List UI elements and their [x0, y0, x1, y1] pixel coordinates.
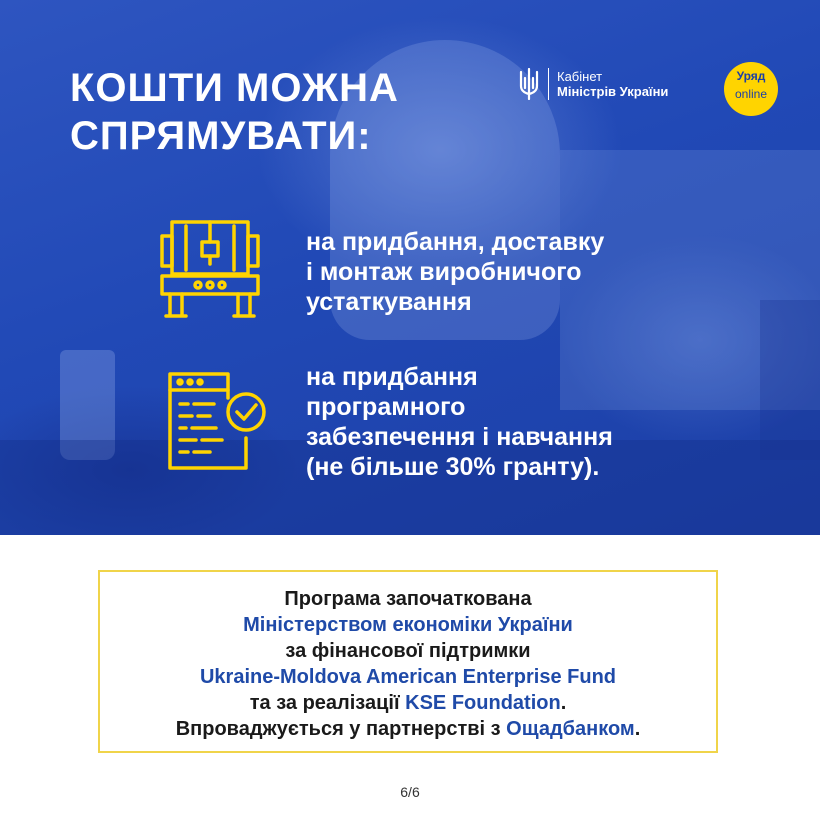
page-title: [70, 64, 399, 160]
item-equipment-line-1: на придбання, доставку: [306, 228, 605, 256]
uryad-badge-subtitle: online: [734, 87, 768, 101]
info-ministry-name: Міністерством економіки України: [243, 614, 573, 636]
cabinet-logo-line-1: Кабінет: [557, 69, 603, 84]
info-line-6-prefix: Впроваджується у партнерстві з: [175, 718, 507, 740]
uryad-badge-title: Уряд: [736, 69, 766, 83]
cabinet-of-ministers-logo: [518, 66, 668, 102]
program-info-text: [100, 586, 716, 742]
background-shelf: [760, 300, 820, 460]
software-checklist-icon: [166, 368, 270, 472]
item-software-line-4: (не більше 30% гранту).: [306, 453, 600, 481]
page-indicator: 6/6: [400, 784, 420, 800]
item-software-line-2: програмного: [306, 393, 466, 421]
info-bank-name: Ощадбанком: [506, 718, 635, 740]
info-foundation-name: KSE Foundation: [405, 692, 561, 714]
trident-icon: [518, 68, 540, 100]
item-equipment-text: [306, 227, 604, 317]
info-line-6-suffix: .: [634, 718, 641, 740]
info-fund-name: Ukraine-Moldova American Enterprise Fund: [199, 666, 616, 688]
item-software-text: [306, 362, 613, 482]
info-line-5-prefix: та за реалізації: [249, 692, 406, 714]
item-equipment-line-3: устаткування: [306, 288, 472, 316]
item-software-line-1: на придбання: [306, 363, 478, 391]
info-line-5-suffix: .: [560, 692, 567, 714]
cabinet-logo-line-2: Міністрів України: [557, 84, 669, 99]
cabinet-logo-text: [557, 69, 668, 99]
item-software-line-3: забезпечення і навчання: [306, 423, 613, 451]
program-info-box: [98, 570, 718, 753]
info-line-6: [100, 716, 716, 742]
title-line-2: СПРЯМУВАТИ:: [70, 114, 372, 158]
logo-divider: [548, 68, 549, 100]
info-line-3: за фінансової підтримки: [285, 640, 531, 662]
info-line-1: Програма започаткована: [284, 588, 532, 610]
machine-icon: [160, 216, 260, 320]
uryad-online-badge: [724, 62, 778, 116]
item-equipment-line-2: і монтаж виробничого: [306, 258, 582, 286]
title-line-1: КОШТИ МОЖНА: [70, 66, 399, 110]
info-line-5: [100, 690, 716, 716]
